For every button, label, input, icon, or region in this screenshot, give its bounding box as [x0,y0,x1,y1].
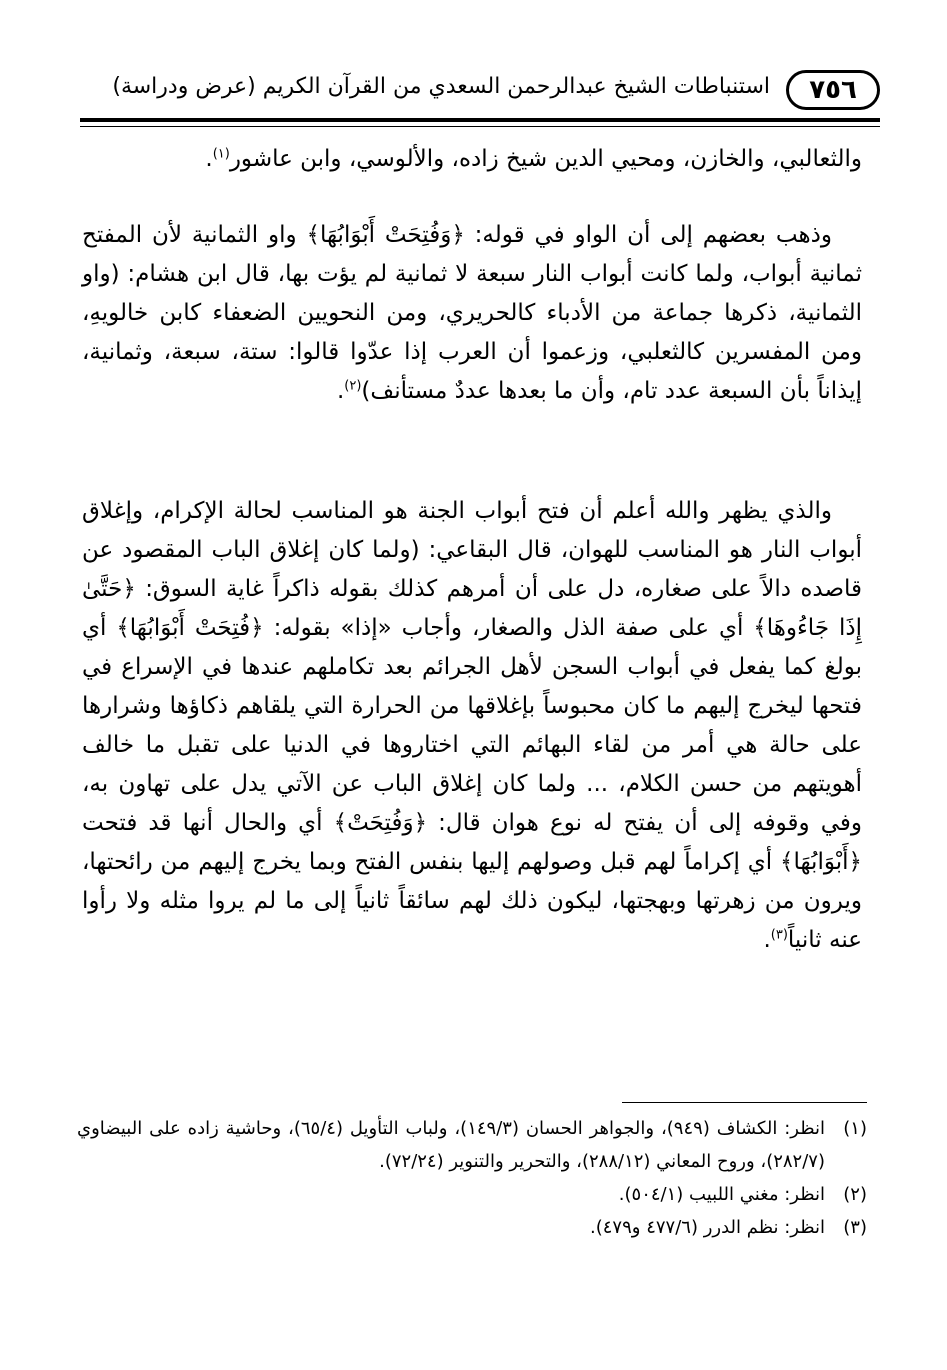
paragraph-2-end: . [336,378,345,404]
footnote-ref-1: (١) [212,146,230,162]
footnote-2 [77,1178,867,1211]
paragraph-1-text: والثعالبي، والخازن، ومحيي الدين شيخ زاده، والألوسي، وابن عاشور [229,146,862,172]
footnote-text: انظر: نظم الدرر (٤٧٧/٦ و٤٧٩). [590,1217,825,1238]
footnotes [77,1112,867,1244]
footnote-3 [77,1211,867,1244]
body-paragraph-2 [82,216,862,411]
footnote-ref-2: (٢) [344,378,362,394]
body-paragraph-1 [82,140,862,179]
running-title: استنباطات الشيخ عبدالرحمن السعدي من القرآن الكريم (عرض ودراسة) [112,74,770,99]
body-paragraph-3 [82,492,862,960]
paragraph-1-end: . [205,146,213,172]
footnote-separator [622,1102,867,1103]
footnote-number: (٢) [843,1184,867,1205]
paragraph-3-end: . [763,927,771,953]
header-rule-thick [80,118,880,122]
footnote-number: (٣) [843,1217,867,1238]
footnote-number: (١) [843,1118,867,1139]
page-number: ٧٥٦ [786,70,880,110]
footnote-ref-3: (٣) [770,927,788,943]
footnote-1 [77,1112,867,1178]
page-header [80,70,880,114]
footnote-text: انظر: مغني اللبيب (٥٠٤/١). [618,1184,825,1205]
footnote-text: انظر: الكشاف (٩٤٩)، والجواهر الحسان (١٤٩/٣)، ولباب التأويل (٦٥/٤)، وحاشية زاده على البيضاوي (٢٨٢/٧)، وروح المعاني (٢٨٨/١٢)، والتحرير والتنوير (٧٢/٢٤). [77,1118,825,1172]
header-rule-thin [80,126,880,127]
paragraph-2-text: وذهب بعضهم إلى أن الواو في قوله: ﴿وَفُتِحَتْ أَبْوَابُهَا﴾ واو الثمانية لأن المفتح ثمانية أبواب، ولما كانت أبواب النار سبعة لا ثمانية لم يؤت بها، قال ابن هشام: (واو الثمانية، ذكرها جماعة من الأدباء كالحريري، ومن النحويين الضعفاء كابن خالويهِ، ومن المفسرين كالثعلبي، وزعموا أن العرب إذا عدّوا قالوا: ستة، سبعة، وثمانية، إيذاناً بأن السبعة عدد تام، وأن ما بعدها عددٌ مستأنف) [82,222,862,404]
paragraph-3-text: والذي يظهر والله أعلم أن فتح أبواب الجنة هو المناسب لحالة الإكرام، وإغلاق أبواب النار هو المناسب للهوان، قال البقاعي: (ولما كان إغلاق الباب المقصود عن قاصده دالاً على صغاره، دل على أن أمرهم كذلك بقوله ذاكراً غاية السوق: ﴿حَتَّىٰ إِذَا جَاءُوهَا﴾ أي على صفة الذل والصغار، وأجاب «إذا» بقوله: ﴿فُتِحَتْ أَبْوَابُهَا﴾ أي بولغ كما يفعل في أبواب السجن لأهل الجرائم بعد تكاملهم عندها في الإسراع في فتحها ليخرج إليهم ما كان محبوساً بإغلاقها من الحرارة التي يلقاهم ذكاؤها وشرارها على حالة هي أمر من لقاء البهائم التي اختاروها في الدنيا على تقبل ما خالف أهويتهم من حسن الكلام، ... ولما كان إغلاق الباب عن الآتي يدل على تهاون به، وفي وقوفه إلى أن يفتح له نوع هوان قال: ﴿وَفُتِحَتْ﴾ أي والحال أنها قد فتحت ﴿أَبْوَابُهَا﴾ أي إكراماً لهم قبل وصولهم إليها بنفس الفتح وبما يخرج إليهم من رائحتها، ويرون من زهرتها وبهجتها، ليكون ذلك لهم سائقاً ثانياً إلى ما لم يروا مثله ولا رأوا عنه ثانياً [82,498,862,953]
